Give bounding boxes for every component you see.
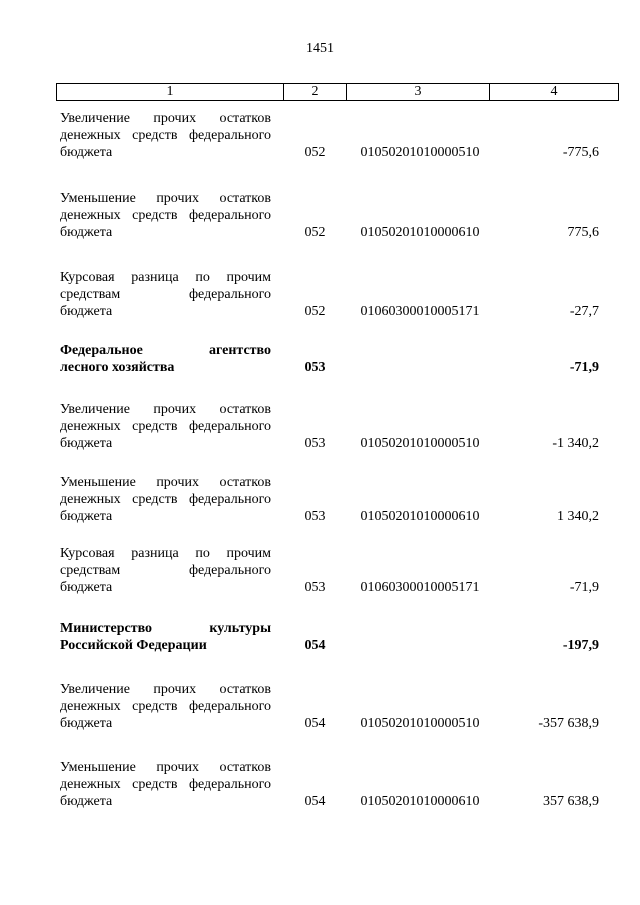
column-header-3: 3 (347, 84, 490, 101)
row-amount: -71,9 (569, 580, 599, 595)
row-code: 053 (304, 580, 326, 595)
row-description (60, 681, 271, 732)
row-code: 052 (304, 304, 326, 319)
row-amount: -197,9 (562, 638, 599, 653)
row-classification-code: 01050201010000510 (360, 145, 480, 160)
row-description (60, 401, 271, 452)
row-amount: -357 638,9 (538, 716, 599, 731)
description-line: средствам федерального (60, 563, 271, 578)
description-line: бюджета (60, 436, 113, 451)
description-line: Уменьшение прочих остатков (60, 475, 271, 490)
description-line: денежных средств федерального (60, 419, 271, 434)
row-classification-code: 01050201010000510 (360, 716, 480, 731)
row-classification-code: 01050201010000610 (360, 794, 480, 809)
column-header-2: 2 (284, 84, 347, 101)
row-description (60, 759, 271, 810)
row-amount: -27,7 (569, 304, 599, 319)
description-line: денежных средств федерального (60, 128, 271, 143)
row-description (60, 269, 271, 320)
row-description (60, 474, 271, 525)
row-description (60, 110, 271, 161)
row-code: 053 (304, 509, 326, 524)
description-line: Увеличение прочих остатков (60, 402, 271, 417)
row-code: 053 (304, 436, 326, 451)
description-line: лесного хозяйства (60, 360, 175, 375)
description-line: бюджета (60, 225, 113, 240)
column-header-4: 4 (490, 84, 619, 101)
row-classification-code: 01050201010000610 (360, 509, 480, 524)
description-line: бюджета (60, 716, 113, 731)
description-line: бюджета (60, 794, 113, 809)
description-line: Федеральное агентство (60, 343, 271, 358)
description-line: денежных средств федерального (60, 777, 271, 792)
description-line: Уменьшение прочих остатков (60, 191, 271, 206)
description-line: Курсовая разница по прочим (60, 270, 271, 285)
description-line: денежных средств федерального (60, 699, 271, 714)
row-classification-code: 01050201010000610 (360, 225, 480, 240)
row-code: 053 (304, 360, 326, 375)
row-amount: 775,6 (567, 225, 599, 240)
description-line: Увеличение прочих остатков (60, 682, 271, 697)
row-code: 052 (304, 225, 326, 240)
row-classification-code: 01060300010005171 (360, 580, 480, 595)
description-line: Министерство культуры (60, 621, 271, 636)
description-line: бюджета (60, 145, 113, 160)
row-code: 054 (304, 794, 326, 809)
row-code: 054 (304, 638, 326, 653)
column-header-table (56, 83, 619, 101)
row-code: 052 (304, 145, 326, 160)
row-amount: 357 638,9 (543, 794, 599, 809)
row-description (60, 545, 271, 596)
description-line: бюджета (60, 580, 113, 595)
row-amount: -1 340,2 (552, 436, 599, 451)
row-description (60, 190, 271, 241)
description-line: Увеличение прочих остатков (60, 111, 271, 126)
row-description (60, 620, 271, 654)
page-number: 1451 (306, 41, 334, 56)
description-line: бюджета (60, 509, 113, 524)
row-amount: -71,9 (569, 360, 599, 375)
description-line: Уменьшение прочих остатков (60, 760, 271, 775)
description-line: денежных средств федерального (60, 208, 271, 223)
row-description (60, 342, 271, 376)
row-classification-code: 01050201010000510 (360, 436, 480, 451)
row-amount: -775,6 (562, 145, 599, 160)
description-line: Курсовая разница по прочим (60, 546, 271, 561)
description-line: денежных средств федерального (60, 492, 271, 507)
column-header-1: 1 (57, 84, 284, 101)
row-amount: 1 340,2 (557, 509, 599, 524)
description-line: Российской Федерации (60, 638, 207, 653)
row-classification-code: 01060300010005171 (360, 304, 480, 319)
description-line: средствам федерального (60, 287, 271, 302)
description-line: бюджета (60, 304, 113, 319)
row-code: 054 (304, 716, 326, 731)
